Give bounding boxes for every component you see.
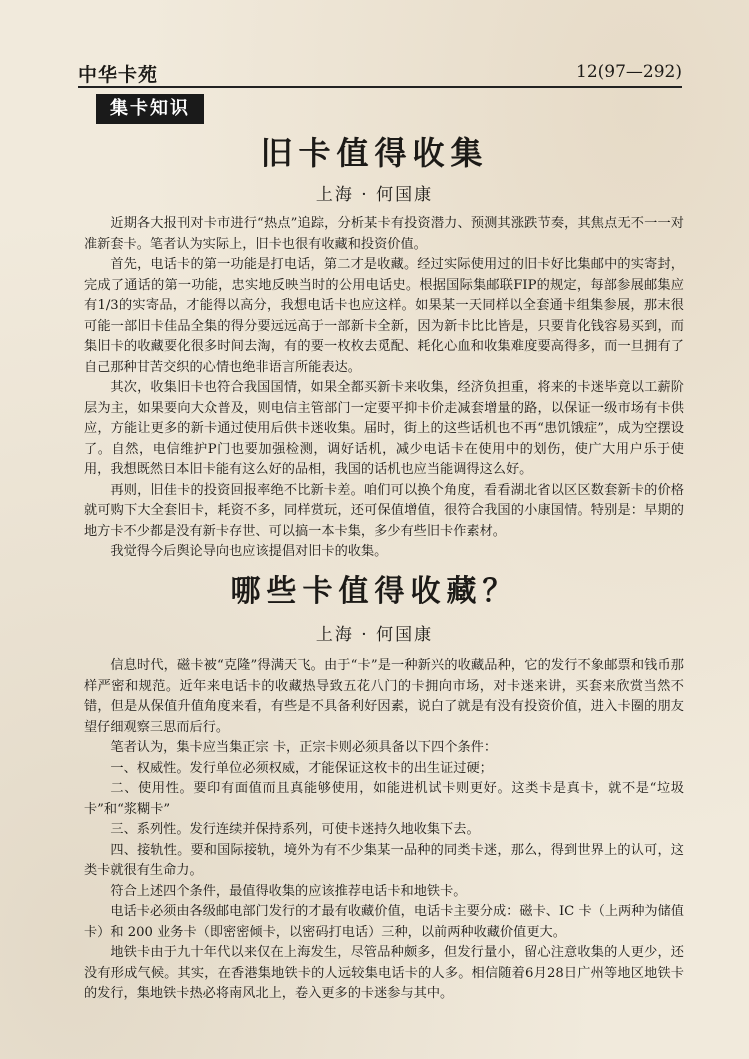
article2-title: 哪些卡值得收藏？ xyxy=(230,574,519,609)
publication-name: 中华卡苑 xyxy=(78,64,159,86)
article1-title: 旧卡值得收集 xyxy=(260,134,489,172)
article1-paragraph: 再则，旧佳卡的投资回报率绝不比新卡差。咱们可以换个角度，看看湖北省以区区数套新卡的价格就可购下大全套旧卡，耗资不多，同样赏玩，还可保值增值，很符合我国的小康国情。特别是：早期的地方卡不少都是没有新卡存世、可以搞一本卡集，多少有些旧卡作素材。 xyxy=(84,482,684,539)
article2-paragraph: 二、使用性。要印有面值而且真能够使用，如能进机试卡则更好。这类卡是真卡，就不是“垃圾卡”和“浆糊卡” xyxy=(84,781,684,817)
article2-paragraph: 信息时代，磁卡被“克隆”得满天飞。由于“卡”是一种新兴的收藏品种，它的发行不象邮票和钱币那样严密和规范。近年来电话卡的收藏热导致五花八门的卡拥向市场，对卡迷来讲，买套来欣赏当然不错，但是从保值升值角度来看，有些是不具备利好因素，说白了就是有没有投资价值，进入卡圈的朋友望仔细观察三思而后行。 xyxy=(84,658,684,735)
article2-paragraph: 三、系列性。发行连续并保持系列，可使卡迷持久地收集下去。 xyxy=(110,822,480,837)
section-tag: 集卡知识 xyxy=(96,94,204,124)
article2-body xyxy=(84,656,684,1005)
article1-body xyxy=(84,214,684,563)
issue-number: 12(97—292) xyxy=(576,62,682,82)
article2-paragraph: 电话卡必须由各级邮电部门发行的才最有收藏价值，电话卡主要分成：磁卡、IC 卡（上两种为储值卡）和 200 业务卡（即密密倾卡，以密码打电话）三种，以前两种收藏价值更大。 xyxy=(84,904,684,940)
article2-paragraph: 四、接轨性。要和国际接轨，境外为有不少集某一品种的同类卡迷，那么，得到世界上的认可，这类卡就很有生命力。 xyxy=(84,842,684,878)
article1-author: 上海 · 何国康 xyxy=(315,185,434,205)
article2-author: 上海 · 何国康 xyxy=(315,625,434,645)
article2-paragraph: 符合上述四个条件，最值得收集的应该推荐电话卡和地铁卡。 xyxy=(110,883,467,899)
running-header xyxy=(78,58,682,88)
article1-paragraph: 其次，收集旧卡也符合我国国情，如果全都买新卡来收集，经济负担重，将来的卡迷毕竟以工薪阶层为主，如果要向大众普及，则电信主管部门一定要平抑卡价走减套增量的路，以保证一级市场有卡供应，方能让更多的新卡通过使用后供卡迷收集。届时，街上的这些话机也不再“患饥饿症”，成为空摆设了。自然，电信维护P门也要加强检测，调好话机，减少电话卡在使用中的划伤，使广大用户乐于使用，我想既然日本旧卡能有这么好的品相，我国的话机也应当能调得这么好。 xyxy=(84,380,684,477)
article2-paragraph: 笔者认为，集卡应当集正宗 卡，正宗卡则必须具备以下四个条件： xyxy=(110,740,498,755)
article1-paragraph: 我觉得今后舆论导向也应该提倡对旧卡的收集。 xyxy=(110,544,388,559)
article2-paragraph: 地铁卡由于九十年代以来仅在上海发生，尽管品种颇多，但发行量小，留心注意收集的人更少，还没有形成气候。其实，在香港集地铁卡的人远较集电话卡的人多。相信随着6月28日广州等地区地铁卡的发行，集地铁卡热必将南风北上，卷入更多的卡迷参与其中。 xyxy=(84,945,684,1001)
article1-paragraph: 近期各大报刊对卡市进行“热点”追踪，分析某卡有投资潜力、预测其涨跌节奏，其焦点无不一一对准新套卡。笔者认为实际上，旧卡也很有收藏和投资价值。 xyxy=(84,216,684,252)
article2-paragraph: 一、权威性。发行单位必须权威，才能保证这枚卡的出生证过硬； xyxy=(110,760,493,776)
article1-paragraph: 首先，电话卡的第一功能是打电话，第二才是收藏。经过实际使用过的旧卡好比集邮中的实寄封，完成了通话的第一功能，忠实地反映当时的公用电话史。根据国际集邮联FIP的规定，每部参展邮集应有1/3的实寄品，才能得以高分，我想电话卡也应这样。如果某一天同样以全套通卡组集参展，那末很可能一部旧卡佳品全集的得分要远远高于一部新卡全新，因为新卡比比皆是，只要肯化钱容易买到，而集旧卡的收藏要化很多时间去淘，有的要一枚枚去觅配、耗化心血和收集难度要高得多，而一旦拥有了自己那种甘苦交织的心情也绝非语言所能表达。 xyxy=(84,257,684,375)
